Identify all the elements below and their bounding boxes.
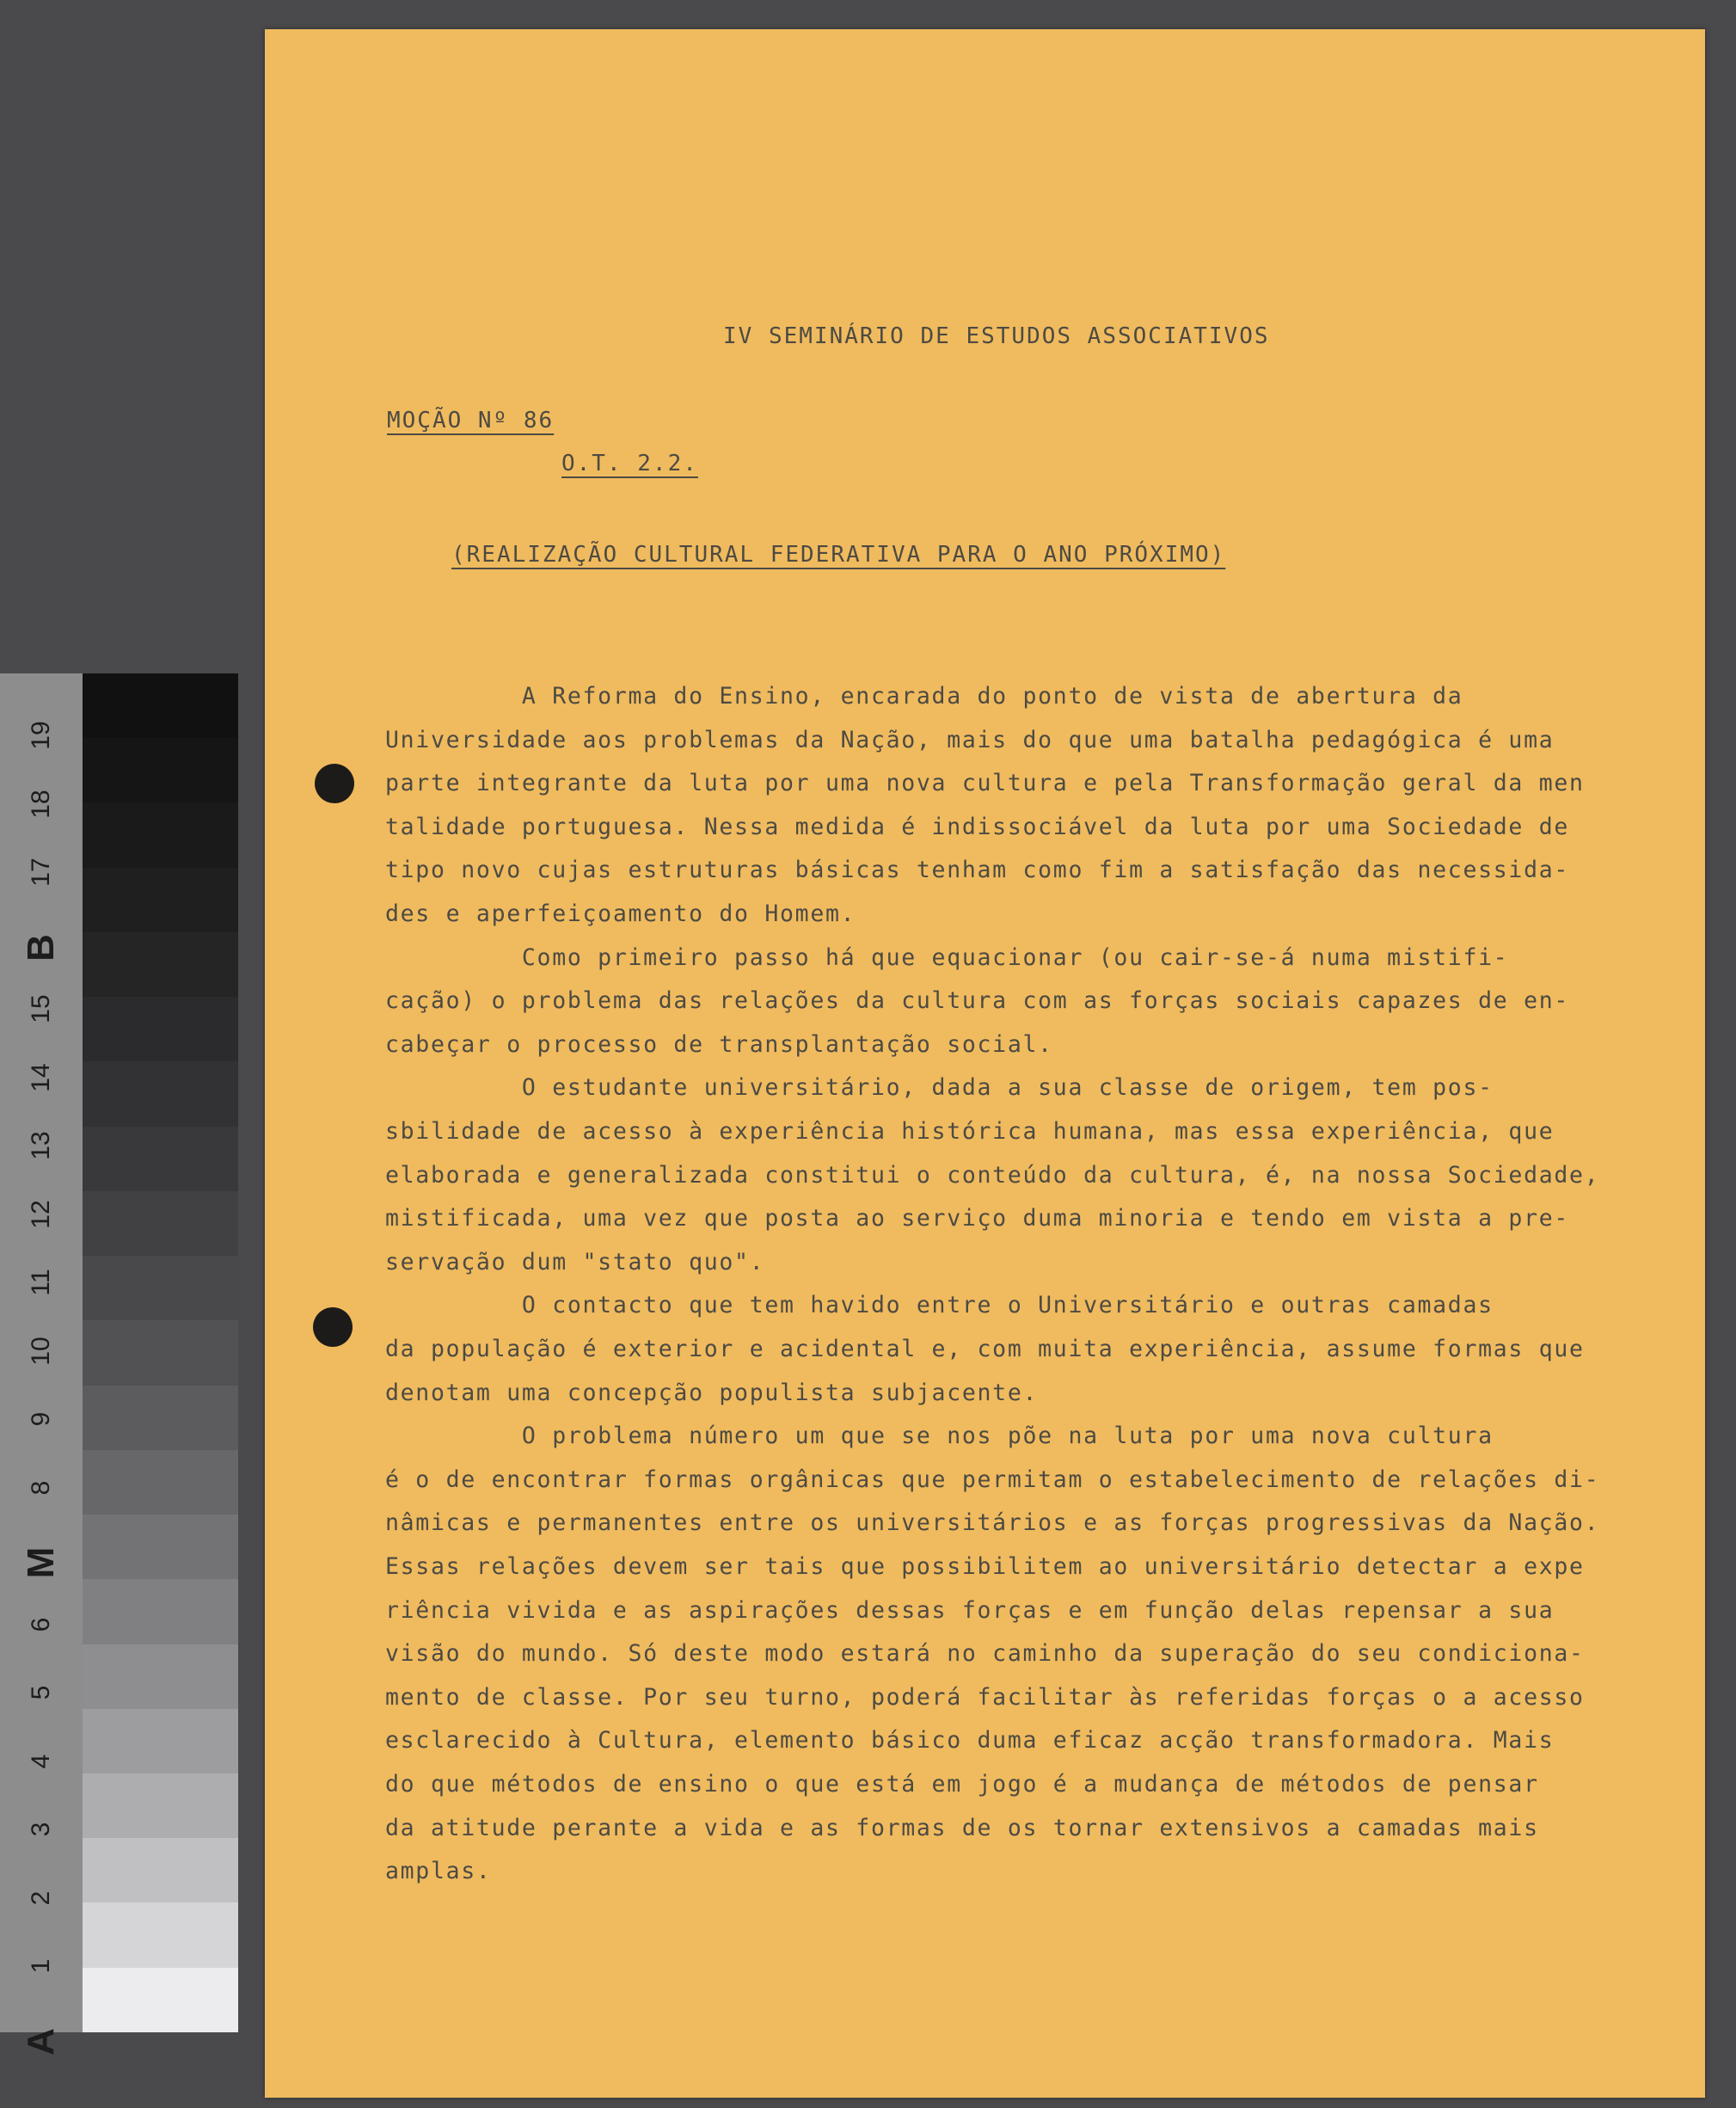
- gray-patch: [83, 738, 238, 802]
- body-line: visão do mundo. Só deste modo estará no caminho da superação do seu condiciona-: [385, 1640, 1585, 1668]
- body-line: esclarecido à Cultura, elemento básico duma eficaz acção transformadora. Mais: [385, 1727, 1555, 1755]
- gray-patch: [83, 1709, 238, 1773]
- scale-label: 4: [27, 1754, 55, 1768]
- ot-reference: O.T. 2.2.: [561, 451, 698, 476]
- scale-label: 5: [27, 1685, 55, 1700]
- gray-patch: [83, 1450, 238, 1515]
- document-subtitle: (REALIZAÇÃO CULTURAL FEDERATIVA PARA O ANO PRÓXIMO): [451, 542, 1226, 568]
- body-line: parte integrante da luta por uma nova cultura e pela Transformação geral da men: [385, 770, 1585, 797]
- gray-patch: [83, 673, 238, 738]
- punch-hole-top: [315, 764, 354, 803]
- scale-label: 11: [27, 1269, 55, 1296]
- gray-patch: [83, 1579, 238, 1644]
- gray-patch: [83, 1644, 238, 1709]
- motion-number: MOÇÃO Nº 86: [387, 408, 555, 433]
- gray-patch: [83, 868, 238, 932]
- gray-patch: [83, 802, 238, 867]
- body-line: mento de classe. Por seu turno, poderá facilitar às referidas forças o a acesso: [385, 1683, 1585, 1711]
- gray-patch: [83, 1256, 238, 1320]
- grayscale-strip: [83, 673, 238, 2032]
- scale-label: 18: [27, 789, 55, 819]
- scale-label: 15: [27, 994, 55, 1023]
- body-line: O estudante universitário, dada a sua classe de origem, tem pos-: [385, 1074, 1494, 1102]
- scale-label: 10: [27, 1336, 55, 1366]
- body-line: Como primeiro passo há que equacionar (ou cair-se-á numa mistifi-: [385, 943, 1509, 971]
- scale-label: 8: [27, 1480, 55, 1495]
- body-line: O contacto que tem havido entre o Universitário e outras camadas: [385, 1292, 1494, 1319]
- scale-label: 3: [27, 1822, 55, 1837]
- scale-label: 13: [27, 1131, 55, 1160]
- body-line: do que métodos de ensino o que está em jogo é a mudança de métodos de pensar: [385, 1771, 1539, 1798]
- body-line: Universidade aos problemas da Nação, mais do que uma batalha pedagógica é uma: [385, 726, 1555, 753]
- scale-label: M: [20, 1546, 62, 1579]
- gray-patch: [83, 1773, 238, 1838]
- gray-patch: [83, 1061, 238, 1126]
- gray-patch: [83, 1320, 238, 1385]
- gray-patch: [83, 1127, 238, 1191]
- body-line: denotam uma concepção populista subjacente.: [385, 1379, 1039, 1406]
- body-line: mistificada, uma vez que posta ao serviço duma minoria e tendo em vista a pre-: [385, 1205, 1570, 1232]
- gray-patch: [83, 1838, 238, 1902]
- body-line: amplas.: [385, 1858, 492, 1885]
- scale-label: 1: [27, 1958, 55, 1974]
- scale-label: 12: [27, 1199, 55, 1229]
- gray-patch: [83, 1515, 238, 1579]
- scale-label: 6: [27, 1617, 55, 1632]
- body-line: elaborada e generalizada constitui o conteúdo da cultura, é, na nossa Sociedade,: [385, 1161, 1600, 1189]
- scale-label: 19: [27, 721, 55, 750]
- body-line: A Reforma do Ensino, encarada do ponto de vista de abertura da: [385, 683, 1463, 710]
- punch-hole-bottom: [313, 1307, 353, 1347]
- body-line: servação dum "stato quo".: [385, 1248, 765, 1275]
- gray-patch: [83, 1902, 238, 1967]
- body-line: des e aperfeiçoamento do Homem.: [385, 900, 856, 927]
- body-line: da população é exterior e acidental e, com muita experiência, assume formas que: [385, 1336, 1585, 1362]
- gray-patch: [83, 1968, 238, 2032]
- gray-patch: [83, 1191, 238, 1256]
- gray-patch: [83, 1386, 238, 1450]
- body-line: cabeçar o processo de transplantação social.: [385, 1030, 1053, 1058]
- body-line: é o de encontrar formas orgânicas que permitam o estabelecimento de relações di-: [385, 1466, 1600, 1493]
- body-line: riência vivida e as aspirações dessas forças e em função delas repensar a sua: [385, 1596, 1555, 1624]
- scale-label: 17: [27, 857, 55, 887]
- gray-patch: [83, 997, 238, 1061]
- body-line: sbilidade de acesso à experiência histórica humana, mas essa experiência, que: [385, 1118, 1555, 1145]
- body-line: Essas relações devem ser tais que possibilitem ao universitário detectar a expe: [385, 1553, 1585, 1580]
- scale-label: B: [20, 933, 62, 962]
- scale-label: A: [20, 2027, 62, 2056]
- gray-patch: [83, 932, 238, 997]
- body-line: O problema número um que se nos põe na luta por uma nova cultura: [385, 1423, 1494, 1450]
- scale-label: 9: [27, 1411, 55, 1427]
- body-line: talidade portuguesa. Nessa medida é indissociável da luta por uma Sociedade de: [385, 813, 1570, 840]
- scale-label: 2: [27, 1890, 55, 1905]
- body-line: nâmicas e permanentes entre os universitários e as forças progressivas da Nação.: [385, 1509, 1600, 1537]
- body-line: cação) o problema das relações da cultura com as forças sociais capazes de en-: [385, 987, 1570, 1015]
- body-line: tipo novo cujas estruturas básicas tenham como fim a satisfação das necessida-: [385, 857, 1570, 884]
- body-line: da atitude perante a vida e as formas de os tornar extensivos a camadas mais: [385, 1814, 1539, 1841]
- color-scale-card: [0, 673, 238, 2056]
- document-page: [265, 29, 1705, 2098]
- scale-label: 14: [27, 1062, 55, 1092]
- seminar-title: IV SEMINÁRIO DE ESTUDOS ASSOCIATIVOS: [723, 323, 1270, 349]
